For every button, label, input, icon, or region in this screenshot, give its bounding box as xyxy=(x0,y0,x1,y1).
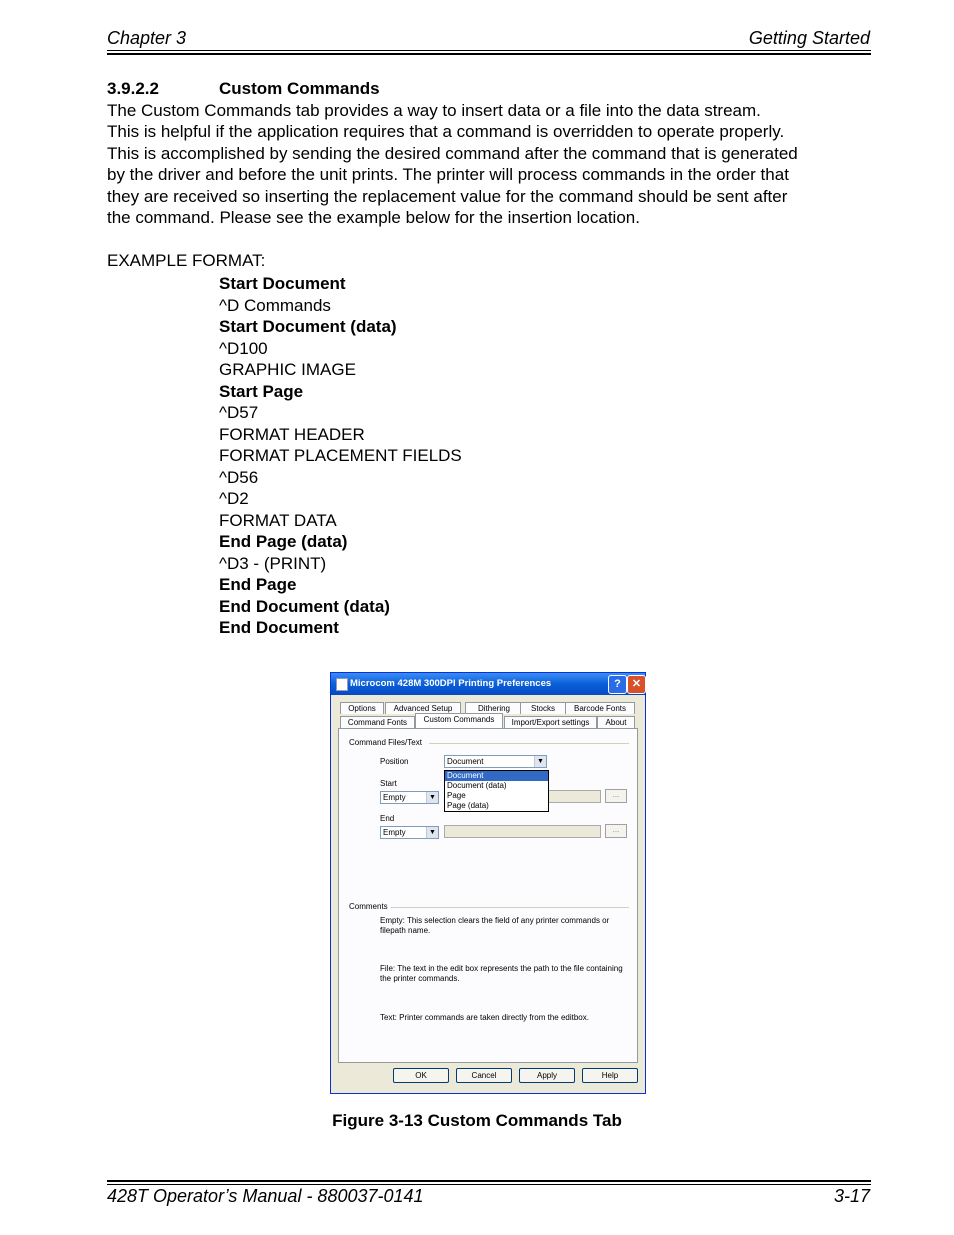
example-format-item: ^D100 xyxy=(219,338,268,358)
example-format-item: Start Document xyxy=(219,274,346,293)
start-browse-button[interactable]: ... xyxy=(605,789,627,803)
tab-barcode-fonts[interactable]: Barcode Fonts xyxy=(565,702,635,714)
end-edit-box[interactable] xyxy=(444,825,601,838)
dropdown-option[interactable]: Page xyxy=(447,791,466,800)
position-dropdown-list[interactable] xyxy=(444,770,549,812)
position-label: Position xyxy=(380,757,409,766)
dialog-title: Microcom 428M 300DPI Printing Preferences xyxy=(350,678,552,689)
dropdown-option[interactable]: Document xyxy=(445,771,548,781)
tab-custom-commands[interactable]: Custom Commands xyxy=(415,713,503,728)
apply-button[interactable]: Apply xyxy=(519,1068,575,1083)
example-label: EXAMPLE FORMAT: xyxy=(107,251,266,270)
end-select[interactable] xyxy=(380,826,439,839)
example-format-item: End Document (data) xyxy=(219,596,390,616)
close-icon[interactable]: ✕ xyxy=(627,675,646,694)
start-select-value: Empty xyxy=(383,793,406,802)
example-format-item: FORMAT HEADER xyxy=(219,424,365,444)
footer-page-number: 3-17 xyxy=(833,1186,870,1206)
dropdown-option[interactable]: Page (data) xyxy=(447,801,489,810)
group-label-comments: Comments xyxy=(349,902,388,911)
body-paragraph xyxy=(107,100,877,228)
example-format-item: Start Page xyxy=(219,381,304,401)
ok-button[interactable]: OK xyxy=(393,1068,449,1083)
example-format-item: ^D57 xyxy=(219,403,259,422)
tab-advanced-setup[interactable]: Advanced Setup xyxy=(385,702,461,714)
example-format-item: End Document xyxy=(219,618,339,637)
example-format-item: GRAPHIC IMAGE xyxy=(219,360,356,379)
footer-rule-thick xyxy=(107,1180,871,1182)
start-label: Start xyxy=(380,779,397,788)
header-chapter: Chapter 3 xyxy=(107,28,187,48)
example-format-item: End Page (data) xyxy=(219,532,348,551)
example-format-item: FORMAT PLACEMENT FIELDS xyxy=(219,446,462,465)
example-format-item: FORMAT DATA xyxy=(219,510,337,530)
body-line: the command. Please see the example below for the insertion location. xyxy=(107,208,640,228)
example-format-item: ^D56 xyxy=(219,467,259,487)
body-line: by the driver and before the unit prints. The printer will process commands in the order that xyxy=(107,165,789,185)
dialog-title-bar[interactable] xyxy=(331,673,645,695)
help-button[interactable]: Help xyxy=(582,1068,638,1083)
section-number: 3.9.2.2 xyxy=(107,79,159,98)
tab-about[interactable]: About xyxy=(597,716,635,728)
dropdown-option[interactable]: Document (data) xyxy=(447,781,507,790)
example-format-item: ^D3 - (PRINT) xyxy=(219,553,327,573)
example-format-list xyxy=(219,273,462,639)
tab-dithering[interactable]: Dithering xyxy=(465,702,523,714)
chevron-down-icon[interactable]: ▼ xyxy=(426,827,438,838)
group-label-command-files: Command Files/Text xyxy=(349,738,422,747)
body-line: This is accomplished by sending the desired command after the command that is generated xyxy=(107,143,798,163)
body-line: This is helpful if the application requires that a command is overridden to operate properly. xyxy=(107,122,785,142)
end-select-value: Empty xyxy=(383,828,406,837)
chevron-down-icon[interactable]: ▼ xyxy=(426,792,438,803)
printer-icon xyxy=(336,678,348,691)
tab-stocks[interactable]: Stocks xyxy=(520,702,566,714)
header-section-title: Getting Started xyxy=(748,28,870,48)
group-divider xyxy=(429,743,629,744)
tab-import-export-settings[interactable]: Import/Export settings xyxy=(504,716,597,728)
end-browse-button[interactable]: ... xyxy=(605,824,627,838)
end-label: End xyxy=(380,814,395,823)
example-format-item: End Page xyxy=(219,575,297,594)
group-divider xyxy=(391,907,629,908)
start-select[interactable] xyxy=(380,791,439,804)
chevron-down-icon[interactable]: ▼ xyxy=(534,756,546,767)
header-rule xyxy=(107,50,871,51)
printing-preferences-dialog xyxy=(330,672,646,1094)
section-title: Custom Commands xyxy=(219,79,380,98)
footer-manual-title: 428T Operator’s Manual - 880037-0141 xyxy=(107,1186,424,1206)
tab-options[interactable]: Options xyxy=(340,702,384,714)
cancel-button[interactable]: Cancel xyxy=(456,1068,512,1083)
header-rule-thick xyxy=(107,53,871,55)
comment-empty: Empty: This selection clears the field of any printer commands or filepath name. xyxy=(380,916,610,935)
example-format-item: ^D2 xyxy=(219,489,249,508)
position-select[interactable] xyxy=(444,755,547,768)
example-format-item: Start Document (data) xyxy=(219,317,397,336)
footer-rule xyxy=(107,1184,871,1185)
body-line: they are received so inserting the replacement value for the command should be sent after xyxy=(107,186,788,206)
comment-file: File: The text in the edit box represents the path to the file containing the printer commands. xyxy=(380,964,623,983)
figure-caption: Figure 3-13 Custom Commands Tab xyxy=(332,1111,622,1130)
body-line: The Custom Commands tab provides a way to insert data or a file into the data stream. xyxy=(107,101,761,120)
comment-text: Text: Printer commands are taken directly from the editbox. xyxy=(380,1013,589,1022)
example-format-item: ^D Commands xyxy=(219,295,331,315)
tab-command-fonts[interactable]: Command Fonts xyxy=(340,716,415,728)
position-select-value: Document xyxy=(447,757,484,766)
help-icon[interactable]: ? xyxy=(608,675,627,694)
